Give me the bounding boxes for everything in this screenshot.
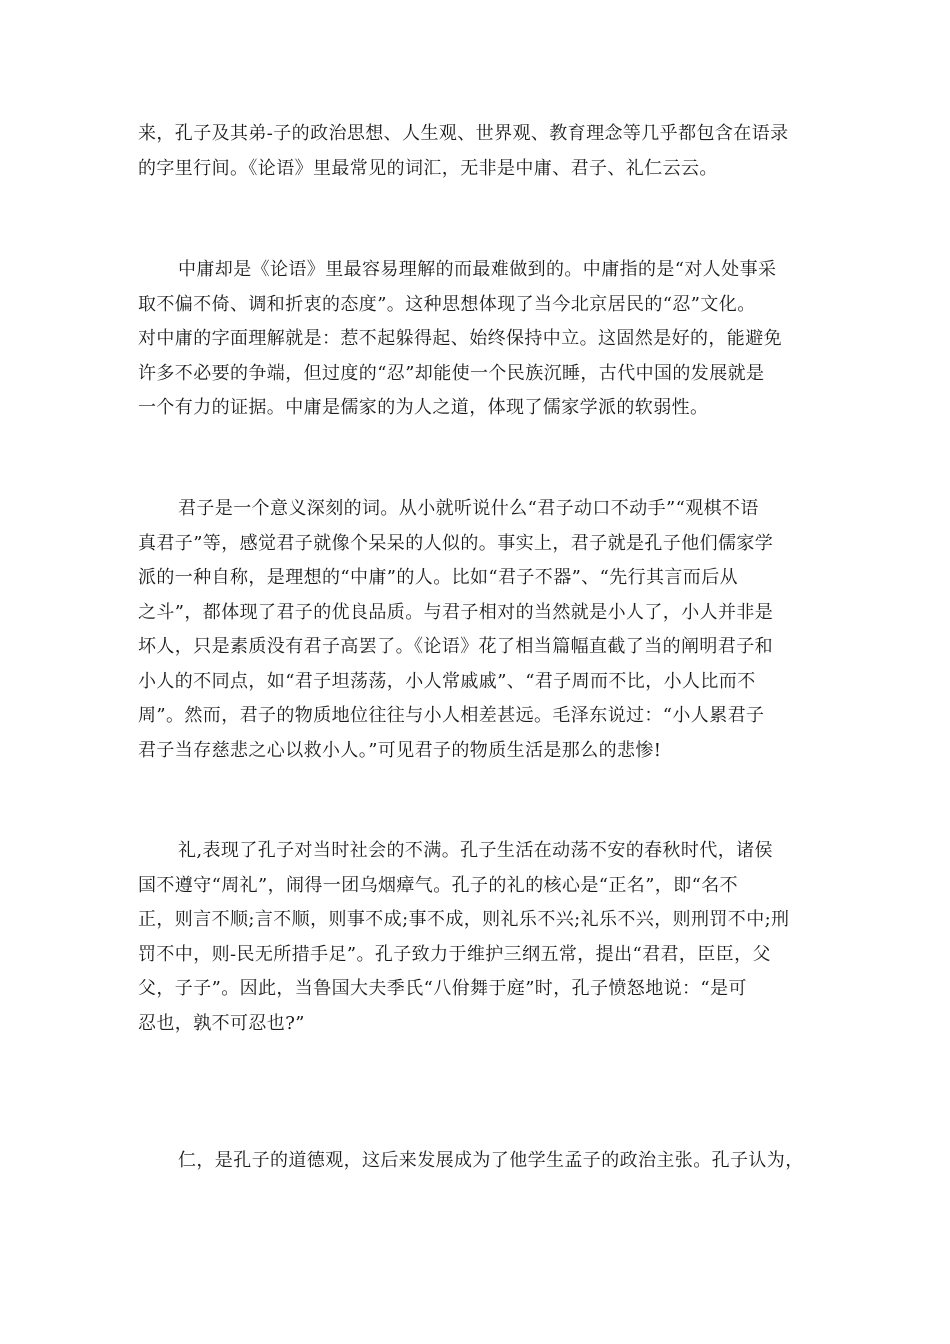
text-line: 罚不中，则-民无所措手足”。孔子致力于维护三纲五常，提出“君君，臣臣，父 bbox=[138, 943, 771, 965]
text-line: 来，孔子及其弟-子的政治思想、人生观、世界观、教育理念等几乎都包含在语录 bbox=[138, 123, 789, 144]
text-line: 周”。然而，君子的物质地位往往与小人相差甚远。毛泽东说过：“小人累君子 bbox=[138, 705, 765, 726]
paragraph-zhongyong bbox=[138, 253, 818, 426]
text-line: 的字里行间。《论语》里最常见的词汇，无非是中庸、君子、礼仁云云。 bbox=[138, 157, 718, 179]
text-line: 礼,表现了孔子对当时社会的不满。孔子生活在动荡不安的春秋时代，诸侯 bbox=[178, 840, 773, 861]
text-line: 一个有力的证据。中庸是儒家的为人之道，体现了儒家学派的软弱性。 bbox=[138, 397, 709, 418]
paragraph-ren bbox=[138, 1144, 818, 1179]
text-line: 仁，是孔子的道德观，这后来发展成为了他学生孟子的政治主张。孔子认为， bbox=[178, 1150, 804, 1171]
text-line: 中庸却是《论语》里最容易理解的而最难做到的。中庸指的是“对人处事采 bbox=[178, 259, 777, 280]
text-line: 真君子”等，感觉君子就像个呆呆的人似的。事实上，君子就是孔子他们儒家学 bbox=[138, 532, 774, 554]
text-line: 正，则言不顺;言不顺，则事不成;事不成，则礼乐不兴;礼乐不兴，则刑罚不中;刑 bbox=[138, 909, 790, 930]
text-line: 君子当存慈悲之心以救小人。”可见君子的物质生活是那么的悲惨! bbox=[138, 739, 662, 761]
text-line: 忍也，孰不可忍也?” bbox=[138, 1012, 305, 1034]
text-line: 君子是一个意义深刻的词。从小就听说什么“君子动口不动手”“观棋不语 bbox=[178, 498, 759, 519]
text-line: 小人的不同点，如“君子坦荡荡，小人常戚戚”、“君子周而不比，小人比而不 bbox=[138, 670, 756, 692]
text-line: 之斗”，都体现了君子的优良品质。与君子相对的当然就是小人了，小人并非是 bbox=[138, 601, 774, 623]
text-line: 派的一种自称，是理想的“中庸”的人。比如“君子不器”、“先行其言而后从 bbox=[138, 567, 739, 588]
text-line: 许多不必要的争端，但过度的“忍”却能使一个民族沉睡，古代中国的发展就是 bbox=[138, 362, 765, 384]
paragraph-li bbox=[138, 834, 818, 1041]
paragraph-junzi bbox=[138, 492, 818, 768]
text-line: 取不偏不倚、调和折衷的态度”。这种思想体现了当今北京居民的“忍”文化。 bbox=[138, 293, 756, 315]
text-line: 父，子子”。因此，当鲁国大夫季氏“八佾舞于庭”时，孔子愤怒地说：“是可 bbox=[138, 978, 747, 999]
text-line: 国不遵守“周礼”，闹得一团乌烟瘴气。孔子的礼的核心是“正名”，即“名不 bbox=[138, 874, 739, 896]
text-line: 对中庸的字面理解就是：惹不起躲得起、始终保持中立。这固然是好的，能避免 bbox=[138, 328, 782, 349]
text-line: 坏人，只是素质没有君子高罢了。《论语》花了相当篇幅直截了当的阐明君子和 bbox=[138, 636, 773, 657]
paragraph-intro bbox=[138, 117, 818, 186]
